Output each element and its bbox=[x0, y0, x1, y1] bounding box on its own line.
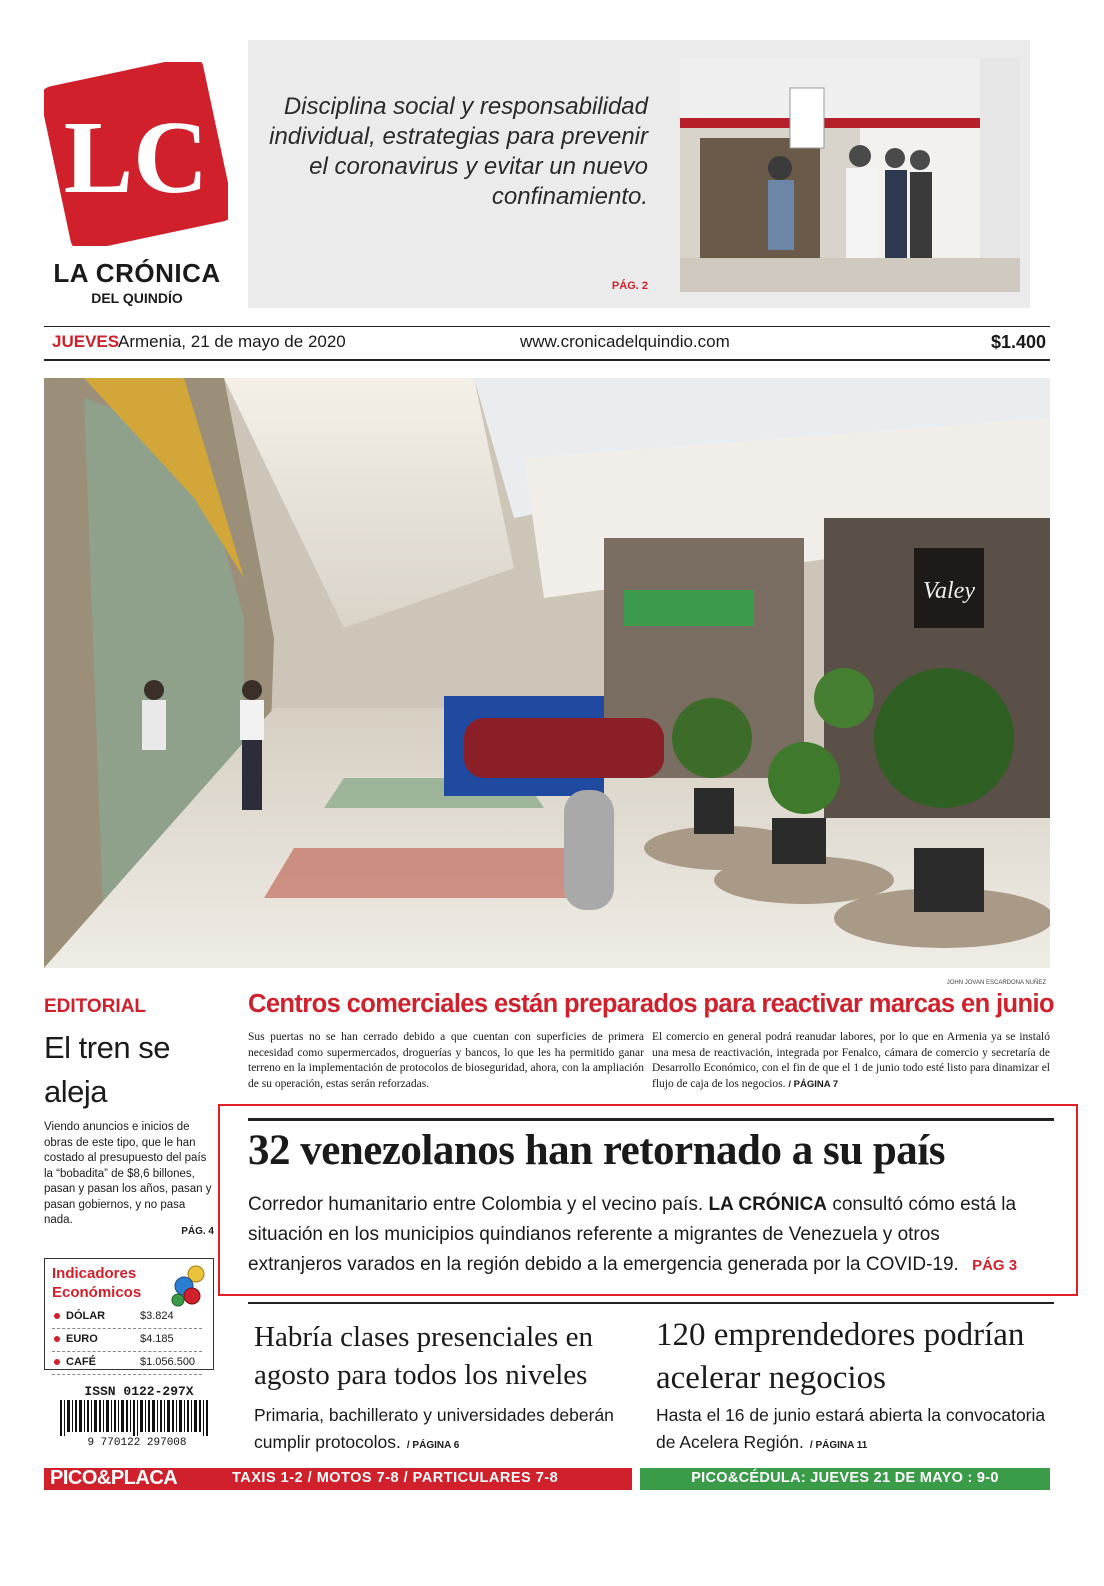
indicator-value: $1.056.500 bbox=[140, 1356, 196, 1368]
lead-page-ref: PÁG 3 bbox=[972, 1257, 1018, 1274]
clases-page-ref: / PÁGINA 6 bbox=[406, 1440, 460, 1451]
indicator-row-euro bbox=[52, 1331, 202, 1352]
editorial-title[interactable]: El tren se aleja bbox=[44, 1030, 170, 1109]
editorial-body: Viendo anuncios e inicios de obras de este tipo, que le han costado al presupuesto del país la “bobadita” de $8,6 billones, pasan y pasan los años, pasan y pasan gobiernos, y no pasa nada. bbox=[44, 1121, 212, 1226]
editorial-page-ref: PÁG. 4 bbox=[181, 1226, 214, 1237]
indicator-value: $3.824 bbox=[140, 1310, 174, 1322]
indicator-value: $4.185 bbox=[140, 1333, 174, 1345]
pico-placa-text: TAXIS 1-2 / MOTOS 7-8 / PARTICULARES 7-8 bbox=[232, 1470, 559, 1486]
photo-credit: JOHN JOVAN ESCARDONA NUÑEZ bbox=[946, 980, 1046, 986]
pico-placa-logo: PICO&PLACA bbox=[50, 1467, 178, 1489]
storefront-sign: Valey bbox=[923, 578, 975, 604]
emprendedores-body: Hasta el 16 de junio estará abierta la convocatoria de Acelera Región. / PÁGINA 11 bbox=[656, 1405, 1046, 1452]
centros-headline[interactable]: Centros comerciales están preparados para reactivar marcas en junio bbox=[248, 990, 1054, 1018]
bullet-icon bbox=[54, 1336, 60, 1342]
issue-price: $1.400 bbox=[990, 332, 1046, 352]
coins-icon bbox=[166, 1262, 210, 1308]
promo-page-ref: PÁG. 2 bbox=[611, 280, 648, 292]
indicator-name: CAFÉ bbox=[66, 1356, 96, 1368]
bullet-icon bbox=[54, 1313, 60, 1319]
barcode bbox=[56, 1400, 218, 1446]
promo-photo bbox=[680, 58, 1020, 292]
centros-body-col1: Sus puertas no se han cerrado debido a que cuentan con superficies de primera necesidad como supermercados, droguerías y bancos, lo que les ha permitido ganar terreno en la implementación de protocolos de bioseguridad, ahora, con la ampliación de su operación, estas serán reforzadas. bbox=[248, 1031, 644, 1090]
lead-headline[interactable]: 32 venezolanos han retornado a su país bbox=[248, 1127, 945, 1174]
lead-divider-bottom bbox=[248, 1302, 1054, 1304]
lead-brand: LA CRÓNICA bbox=[708, 1194, 828, 1215]
logo-letters: LC bbox=[63, 100, 209, 215]
website-link[interactable]: www.cronicadelquindio.com bbox=[520, 332, 730, 351]
clases-headline[interactable]: Habría clases presenciales en agosto para todos los niveles bbox=[254, 1321, 593, 1391]
issn-label: ISSN 0122-297X bbox=[84, 1384, 194, 1399]
indicator-name: DÓLAR bbox=[66, 1310, 106, 1322]
barcode-digits: 9 770122 297008 bbox=[87, 1437, 187, 1446]
pico-cedula-text: PICO&CÉDULA: JUEVES 21 DE MAYO : 9-0 bbox=[691, 1470, 999, 1486]
centros-body-col2: El comercio en general podrá reanudar labores, por lo que en Armenia ya se instaló una mesa de reactivación, integrada por Fenalco, cámara de comercio y secretaría de Desarrollo Económico, con el fin de que el 1 de junio todo esté listo para dinamizar el flujo de caja de los negocios. / PÁGINA 7 bbox=[652, 1031, 1050, 1090]
centros-page-ref: / PÁGINA 7 bbox=[788, 1078, 839, 1090]
newspaper-logo bbox=[44, 62, 228, 246]
lead-highlight-box bbox=[218, 1104, 1078, 1296]
main-photo-mall bbox=[44, 378, 1050, 968]
indicator-row-dolar bbox=[52, 1308, 202, 1329]
newspaper-name: LA CRÓNICA bbox=[53, 258, 221, 288]
bullet-icon bbox=[54, 1359, 60, 1365]
editorial-kicker: EDITORIAL bbox=[44, 996, 147, 1017]
issue-city-date: Armenia, 21 de mayo de 2020 bbox=[118, 332, 346, 351]
emprendedores-headline[interactable]: 120 emprendedores podrían acelerar negocios bbox=[656, 1317, 1025, 1396]
indicators-title: Indicadores Económicos bbox=[52, 1265, 142, 1301]
clases-body: Primaria, bachillerato y universidades deberán cumplir protocolos. / PÁGINA 6 bbox=[254, 1405, 614, 1452]
emprendedores-page-ref: / PÁGINA 11 bbox=[809, 1440, 868, 1451]
issue-day: JUEVES bbox=[52, 332, 120, 351]
lead-body: Corredor humanitario entre Colombia y el vecino país. LA CRÓNICA consultó cómo está la situación en los municipios quindianos referente a migrantes de Venezuela y otros extranjeros varados en la región debido a la emergencia generada por la COVID-19. PÁG 3 bbox=[248, 1194, 1018, 1275]
indicator-name: EURO bbox=[66, 1333, 98, 1345]
indicator-row-cafe bbox=[52, 1354, 202, 1375]
newspaper-subname: DEL QUINDÍO bbox=[91, 290, 183, 306]
promo-text[interactable]: Disciplina social y responsabilidad individual, estrategias para prevenir el coronavirus y evitar un nuevo confinamiento. bbox=[269, 93, 648, 210]
